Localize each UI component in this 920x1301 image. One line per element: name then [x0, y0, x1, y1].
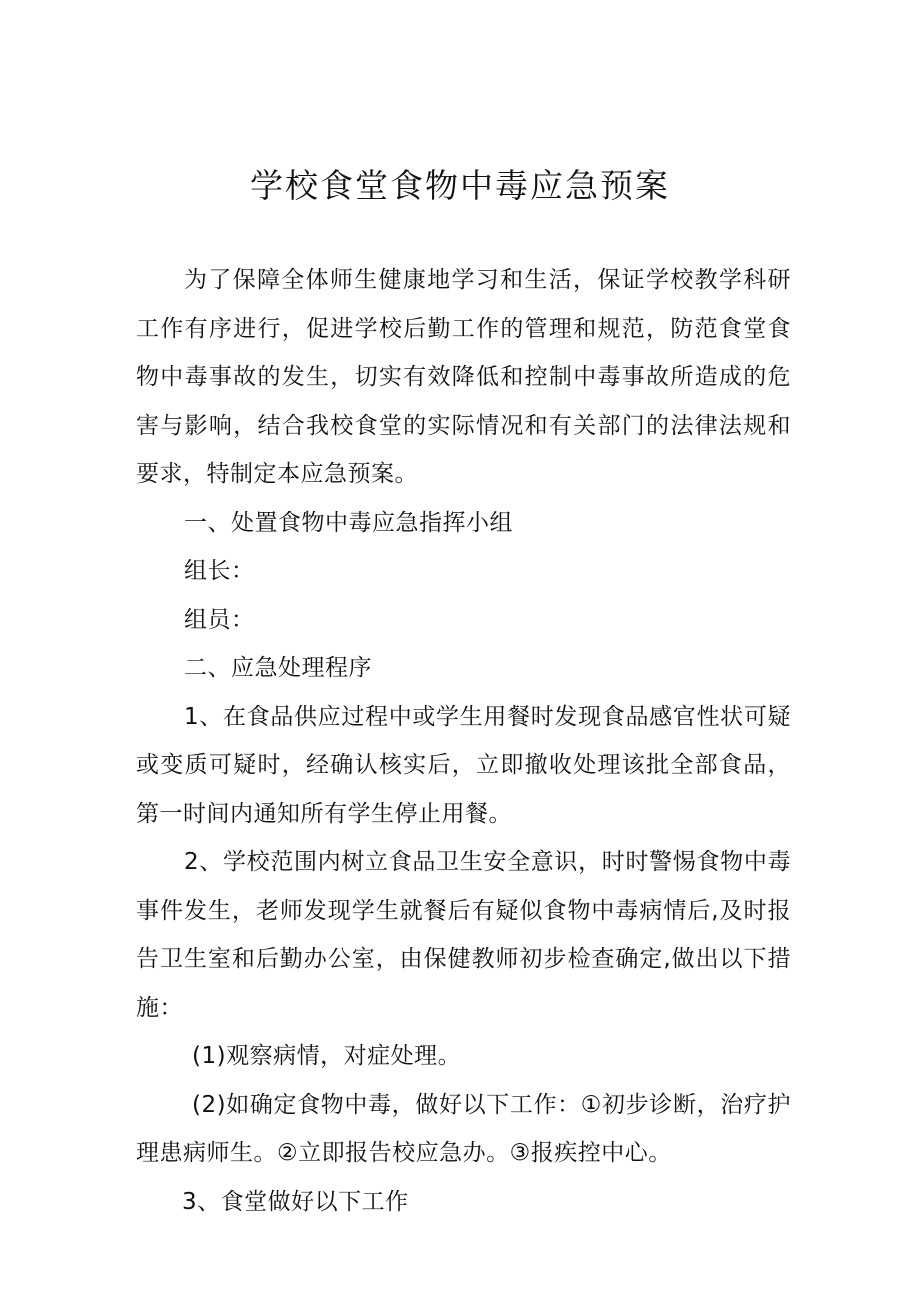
procedure-item-2: 2、学校范围内树立食品卫生安全意识，时时警惕食物中毒事件发生，老师发现学生就餐后有疑似食物中毒病情后,及时报告卫生室和后勤办公室，由保健教师初步检查确定,做出以下措施：: [136, 849, 791, 1021]
procedure-item-1: 1、在食品供应过程中或学生用餐时发现食品感官性状可疑或变质可疑时，经确认核实后，立即撤收处理该批全部食品，第一时间内通知所有学生停止用餐。: [136, 703, 791, 827]
section-heading-command-group: 一、处置食物中毒应急指挥小组: [184, 509, 513, 536]
procedure-item-3: 3、食堂做好以下工作: [182, 1188, 409, 1215]
section-heading-procedure: 二、应急处理程序: [184, 655, 372, 681]
procedure-subitem-2: (2)如确定食物中毒，做好以下工作：①初步诊断，治疗护理患病师生。②立即报告校应急办。③报疾控中心。: [136, 1091, 791, 1166]
group-leader-line: 组长：: [184, 558, 255, 584]
procedure-subitem-1: (1)观察病情，对症处理。: [192, 1043, 462, 1069]
document-title: 学校食堂食物中毒应急预案: [250, 166, 670, 205]
document-body: [136, 256, 791, 1226]
group-members-line: 组员：: [184, 606, 255, 633]
intro-paragraph: 为了保障全体师生健康地学习和生活，保证学校教学科研工作有序进行，促进学校后勤工作的管理和规范，防范食堂食物中毒事故的发生，切实有效降低和控制中毒事故所造成的危害与影响，结合我校食堂的实际情况和有关部门的法律法规和要求，特制定本应急预案。: [136, 267, 791, 487]
